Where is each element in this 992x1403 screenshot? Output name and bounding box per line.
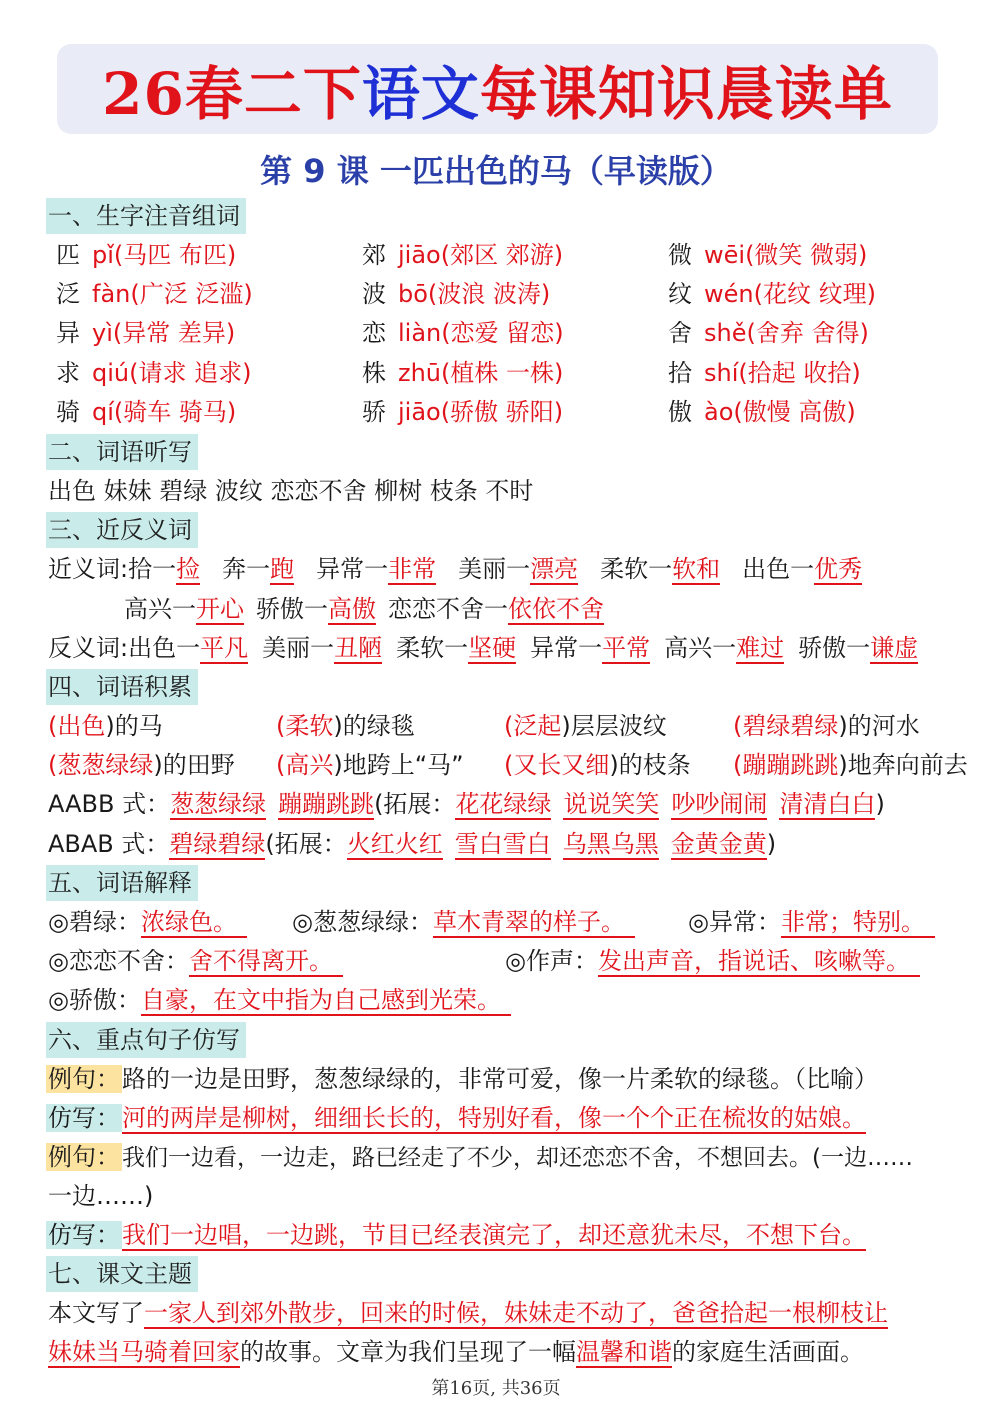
character: 傲 (668, 398, 692, 426)
character: 骄 (362, 398, 386, 426)
explanation-term: ◎作声： (505, 947, 598, 975)
phrase-bracket-open: ( (48, 712, 58, 740)
title-part-grade: 26春二下 (102, 60, 362, 128)
abab-ext-close: ) (766, 830, 777, 858)
character-entry (56, 276, 253, 312)
character: 郊 (362, 241, 386, 269)
title-part-subject: 语文 (361, 60, 480, 128)
pair-base: 出色一 (128, 634, 201, 662)
phrase-rest: )的田野 (153, 751, 235, 779)
antonyms-row (48, 630, 918, 666)
phrase-word: 泛起 (513, 712, 562, 740)
pair-base: 拾一 (128, 555, 177, 583)
pair-base: 奔一 (222, 555, 271, 583)
pair-answer: 丑陋 (334, 634, 383, 662)
lesson-title: 第 9 课 一匹出色的马（早读版） (260, 152, 732, 190)
section-heading-characters: 一、生字注音组词 (46, 198, 246, 234)
word-pair (530, 634, 650, 662)
example-words: (波浪 波涛) (427, 280, 551, 308)
pinyin: wén (704, 280, 754, 308)
pair-base: 出色一 (742, 555, 815, 583)
word-pair (256, 595, 376, 623)
pair-answer: 难过 (736, 634, 785, 662)
explanation-definition: 舍不得离开。 (189, 947, 343, 977)
imitation-sentence-2 (46, 1217, 866, 1253)
imitation-text-2: 我们一边唱，一边跳，节目已经表演完了，却还意犹未尽，不想下台。 (122, 1221, 866, 1249)
word-pair (128, 634, 248, 664)
phrase-item (48, 708, 163, 744)
pinyin: shě (704, 319, 747, 347)
example-words: (马匹 布匹) (113, 241, 237, 269)
imitation-text-1: 河的两岸是柳树，细细长长的，特别好看，像一个个正在梳妆的姑娘。 (122, 1104, 866, 1132)
pair-answer: 非常 (388, 555, 437, 583)
abab-ext-open: (拓展： (265, 830, 347, 858)
pinyin: fàn (92, 280, 131, 308)
character-entry (362, 394, 563, 430)
abab-row (48, 826, 776, 862)
phrase-word: 出色 (57, 712, 106, 740)
pinyin: zhū (398, 359, 442, 387)
pair-base: 柔软一 (396, 634, 469, 662)
word-pair (600, 555, 720, 583)
character-entry (668, 276, 876, 312)
pair-answer: 平凡 (200, 634, 249, 662)
character-entry (56, 355, 251, 391)
abab-extension-word: 乌黑乌黑 (562, 830, 659, 858)
pair-base: 高兴一 (124, 595, 196, 623)
phrase-bracket-open: ( (276, 751, 286, 779)
word-pair (798, 634, 918, 662)
section-heading-theme: 七、课文主题 (46, 1256, 198, 1292)
explanation-term: ◎葱葱绿绿： (292, 908, 433, 936)
theme-underlined-3: 温馨和谐 (576, 1338, 672, 1366)
character: 微 (668, 241, 692, 269)
character: 泛 (56, 280, 80, 308)
character-entry (362, 237, 563, 273)
title-banner (57, 44, 938, 134)
explanation-definition: 非常；特别。 (781, 908, 935, 938)
pair-base: 异常一 (530, 634, 603, 662)
dictation-words: 出色 妹妹 碧绿 波纹 恋恋不舍 柳树 枝条 不时 (48, 477, 534, 505)
word-pair (742, 555, 862, 583)
explanation-definition: 草木青翠的样子。 (433, 908, 635, 938)
aabb-ext-open: (拓展： (374, 790, 456, 818)
pinyin: qiú (92, 359, 130, 387)
pair-answer: 软和 (672, 555, 721, 583)
character-entry (362, 276, 550, 312)
explanation-item (48, 904, 247, 940)
explanation-item (48, 982, 511, 1018)
pair-answer: 依依不舍 (508, 595, 604, 623)
pair-answer: 平常 (602, 634, 651, 662)
explanation-term: ◎异常： (688, 908, 781, 936)
theme-mid: 的故事。文章为我们呈现了一幅 (240, 1338, 576, 1366)
theme-line-2 (48, 1334, 864, 1370)
example-words: (郊区 郊游) (440, 241, 564, 269)
theme-post: 的家庭生活画面。 (672, 1338, 864, 1366)
explanation-item (505, 943, 920, 979)
example-words: (请求 追求) (129, 359, 252, 387)
page-footer: 第16页, 共36页 (431, 1378, 561, 1399)
character: 舍 (668, 319, 692, 347)
pair-answer: 开心 (196, 595, 244, 623)
explanation-item (688, 904, 935, 940)
pair-base: 骄傲一 (798, 634, 871, 662)
pinyin: jiāo (398, 398, 441, 426)
theme-line-1 (48, 1295, 888, 1331)
example-sentence-2-continued: 一边……) (48, 1182, 154, 1210)
word-pair (128, 555, 200, 585)
phrase-word: 高兴 (285, 751, 334, 779)
character-entry (362, 315, 564, 351)
word-pair (222, 555, 294, 583)
abab-extension-word: 金黄金黄 (670, 830, 767, 858)
explanation-term: ◎恋恋不舍： (48, 947, 189, 975)
phrase-rest: )的枝条 (609, 751, 691, 779)
abab-word: 碧绿碧绿 (169, 830, 266, 858)
word-pair (458, 555, 578, 583)
abab-extension-word: 雪白雪白 (454, 830, 551, 858)
pair-answer: 漂亮 (530, 555, 579, 583)
phrase-item (48, 747, 235, 783)
explanation-item (48, 943, 343, 979)
pair-base: 恋恋不舍一 (388, 595, 508, 623)
pair-answer: 谦虚 (870, 634, 919, 662)
example-words: (异常 差异) (112, 319, 236, 347)
word-pair (316, 555, 436, 583)
word-pair (262, 634, 382, 662)
phrase-rest: )的马 (105, 712, 163, 740)
aabb-extension-word: 清清白白 (779, 790, 876, 818)
example-text-1: 路的一边是田野，葱葱绿绿的，非常可爱，像一片柔软的绿毯。（比喻） (122, 1065, 878, 1093)
theme-pre: 本文写了 (48, 1299, 144, 1327)
section-heading-explanations: 五、词语解释 (46, 865, 198, 901)
example-words: (微笑 微弱) (745, 241, 868, 269)
example-text-2: 我们一边看，一边走，路已经走了不少，却还恋恋不舍，不想回去。(一边…… (122, 1145, 913, 1171)
phrase-word: 柔软 (285, 712, 334, 740)
pair-base: 骄傲一 (256, 595, 328, 623)
phrase-bracket-open: ( (504, 751, 514, 779)
explanation-term: ◎骄傲： (48, 986, 141, 1014)
character: 株 (362, 359, 386, 387)
example-words: (骄傲 骄阳) (440, 398, 564, 426)
word-pair (396, 634, 516, 662)
section-heading-dictation: 二、词语听写 (46, 434, 198, 470)
pair-base: 美丽一 (458, 555, 531, 583)
pair-answer: 高傲 (328, 595, 376, 623)
aabb-word: 葱葱绿绿 (170, 790, 267, 818)
section-heading-synonyms-antonyms: 三、近反义词 (46, 512, 198, 548)
example-tag: 例句： (48, 1143, 120, 1171)
character: 波 (362, 280, 386, 308)
phrase-bracket-open: ( (733, 712, 743, 740)
abab-extension-word: 火红火红 (346, 830, 443, 858)
imitation-tag: 仿写： (48, 1221, 120, 1249)
explanation-item (292, 904, 635, 940)
synonyms-row-2 (124, 591, 604, 627)
example-words: (拾起 收拾) (738, 359, 861, 387)
pair-base: 美丽一 (262, 634, 335, 662)
imitation-tag: 仿写： (48, 1104, 120, 1132)
aabb-extension-word: 说说笑笑 (563, 790, 660, 818)
abab-label: ABAB 式： (48, 830, 170, 858)
character: 匹 (56, 241, 80, 269)
pair-answer: 跑 (270, 555, 295, 583)
phrase-word: 蹦蹦跳跳 (742, 751, 839, 779)
pinyin: wēi (704, 241, 746, 269)
pinyin: qí (92, 398, 114, 426)
character-entry (668, 355, 861, 391)
phrase-word: 葱葱绿绿 (57, 751, 154, 779)
phrase-rest: )的绿毯 (333, 712, 415, 740)
theme-underlined-2: 妹妹当马骑着回家 (48, 1338, 240, 1366)
aabb-word: 蹦蹦跳跳 (278, 790, 375, 818)
character-entry (668, 315, 869, 351)
pinyin: yì (92, 319, 113, 347)
phrase-rest: )地跨上“马” (333, 751, 464, 779)
explanation-definition: 发出声音，指说话、咳嗽等。 (598, 947, 920, 977)
example-words: (广泛 泛滥) (130, 280, 253, 308)
aabb-ext-close: ) (875, 790, 885, 818)
antonyms-label: 反义词: (48, 634, 129, 662)
phrase-bracket-open: ( (733, 751, 743, 779)
phrase-item (504, 708, 667, 744)
character: 拾 (668, 359, 692, 387)
example-tag: 例句： (48, 1065, 120, 1093)
aabb-extension-word: 吵吵闹闹 (671, 790, 768, 818)
synonyms-row-1 (48, 551, 862, 587)
pinyin: liàn (398, 319, 442, 347)
theme-underlined-1: 一家人到郊外散步，回来的时候，妹妹走不动了，爸爸拾起一根柳枝让 (144, 1299, 888, 1327)
character: 异 (56, 319, 80, 347)
aabb-row (48, 786, 885, 822)
pair-answer: 捡 (176, 555, 201, 583)
pair-answer: 坚硬 (468, 634, 517, 662)
pair-base: 柔软一 (600, 555, 673, 583)
phrase-item (276, 708, 415, 744)
pair-answer: 优秀 (814, 555, 863, 583)
character: 恋 (362, 319, 386, 347)
character-entry (56, 237, 236, 273)
phrase-rest: )的河水 (838, 712, 920, 740)
pinyin: jiāo (398, 241, 441, 269)
phrase-bracket-open: ( (276, 712, 286, 740)
explanation-definition: 浓绿色。 (141, 908, 247, 938)
example-sentence-2 (46, 1139, 913, 1176)
aabb-extension-word: 花花绿绿 (455, 790, 552, 818)
example-words: (舍弃 舍得) (746, 319, 869, 347)
pinyin: shí (704, 359, 739, 387)
phrase-item (733, 747, 968, 783)
pinyin: pǐ (92, 241, 114, 269)
pinyin: bō (398, 280, 428, 308)
word-pair (664, 634, 784, 662)
character-entry (668, 237, 867, 273)
phrase-word: 又长又细 (513, 751, 610, 779)
example-sentence-1 (46, 1061, 878, 1097)
character: 骑 (56, 398, 80, 426)
aabb-label: AABB 式： (48, 790, 171, 818)
example-words: (傲慢 高傲) (733, 398, 856, 426)
pair-base: 高兴一 (664, 634, 737, 662)
character-entry (56, 394, 236, 430)
phrase-word: 碧绿碧绿 (742, 712, 839, 740)
character-entry (362, 355, 563, 391)
word-pair (388, 595, 604, 623)
phrase-item (504, 747, 691, 783)
phrase-item (276, 747, 464, 783)
pair-base: 异常一 (316, 555, 389, 583)
character: 求 (56, 359, 80, 387)
example-words: (恋爱 留恋) (441, 319, 564, 347)
phrase-rest: )地奔向前去 (838, 751, 968, 779)
example-words: (花纹 纹理) (753, 280, 876, 308)
title-part-sheet: 每课知识晨读单 (479, 60, 893, 128)
character: 纹 (668, 280, 692, 308)
imitation-sentence-1 (46, 1100, 866, 1136)
example-words: (骑车 骑马) (113, 398, 237, 426)
character-entry (668, 394, 856, 430)
phrase-bracket-open: ( (504, 712, 514, 740)
section-heading-sentences: 六、重点句子仿写 (46, 1022, 246, 1058)
example-words: (植株 一株) (441, 359, 564, 387)
explanation-definition: 自豪，在文中指为自己感到光荣。 (141, 986, 511, 1016)
phrase-rest: )层层波纹 (561, 712, 667, 740)
phrase-item (733, 708, 920, 744)
section-heading-accumulation: 四、词语积累 (46, 669, 198, 705)
word-pair (124, 595, 244, 625)
synonyms-label: 近义词: (48, 555, 129, 583)
explanation-term: ◎碧绿： (48, 908, 141, 936)
pinyin: ào (704, 398, 734, 426)
character-entry (56, 315, 235, 351)
phrase-bracket-open: ( (48, 751, 58, 779)
